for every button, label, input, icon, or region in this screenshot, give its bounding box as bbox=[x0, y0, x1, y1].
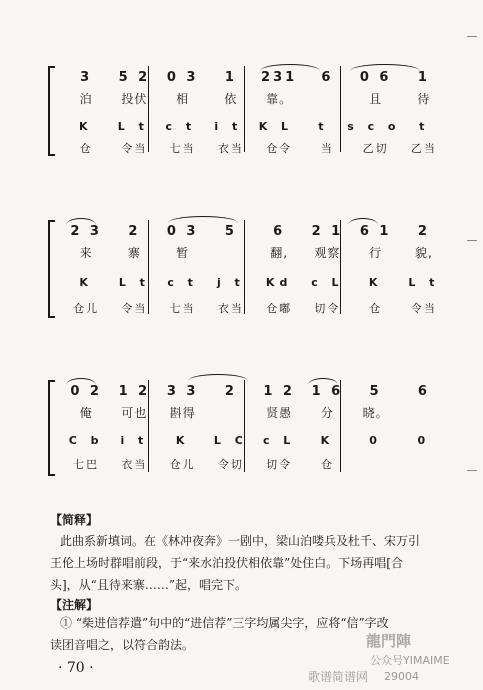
system-bracket bbox=[48, 66, 55, 156]
slur bbox=[188, 374, 248, 381]
system-bracket bbox=[48, 220, 55, 318]
section-heading-notes: 【注解】 bbox=[50, 598, 99, 612]
notation-system-1 bbox=[48, 58, 448, 158]
percussion-row: K L t c t j t Kd c L K L t bbox=[79, 276, 440, 289]
notes-line: ① “柴进信荐遣”句中的“进信荐”三字均属尖字，应将“信”字改 bbox=[60, 616, 389, 630]
percussion-text-row: 仓 令当 七当 衣当 仓令 当 乙切 乙当 bbox=[79, 142, 437, 155]
explanation-line: 王伦上场时群唱前段，于“来水泊投伏相依靠”处住白。下场再唱[合 bbox=[50, 556, 403, 570]
brand-watermark: 龍門陣 bbox=[366, 632, 412, 650]
explanation-text bbox=[50, 530, 460, 596]
percussion-row: C b i t K L C c L K 0 0 bbox=[68, 434, 431, 447]
percussion-row: K L t c t i t K L t s c o t bbox=[79, 120, 430, 133]
margin-mark bbox=[467, 240, 477, 241]
lyrics-row: 俺 可也 斟得 贤愚 分 晓。 bbox=[79, 406, 389, 420]
lyrics-row: 来 寨 暂 翻, 观察 行 貌, bbox=[79, 246, 433, 260]
explanation-line: 此曲系新填词。在《林冲夜奔》一剧中，梁山泊喽兵及杜千、宋万引 bbox=[60, 534, 421, 548]
margin-mark bbox=[467, 470, 477, 471]
percussion-text-row: 七巴 衣当 仓儿 令切 切令 仓 bbox=[73, 458, 334, 471]
percussion-text-row: 仓儿 令当 七当 衣当 仓嘟 切令 仓 令当 bbox=[73, 302, 437, 315]
notes-line: 读团音唱之，以符合韵法。 bbox=[50, 638, 195, 652]
notes-row: 0 2 1 2 3 3 2 1 2 1 6 5 6 bbox=[70, 384, 430, 399]
section-heading-explanation: 【简释】 bbox=[50, 513, 99, 527]
account-watermark: 公众号YIMAIME bbox=[370, 654, 450, 667]
notation-system-3 bbox=[48, 372, 448, 482]
system-bracket bbox=[48, 380, 55, 476]
code-watermark: 29004 bbox=[384, 670, 419, 683]
slur bbox=[168, 216, 238, 223]
notes-row: 3 5 2 0 3 1 231 6 0 6 1 bbox=[80, 70, 430, 85]
page-number: · 70 · bbox=[58, 660, 94, 676]
lyrics-row: 泊 投伏 相 依 靠。 且 待 bbox=[79, 92, 431, 106]
notation-system-2 bbox=[48, 212, 448, 322]
notes-row: 2 3 2 0 3 5 6 2 1 6 1 2 bbox=[70, 224, 430, 239]
explanation-line: 头]，从“且待来寨……”起，唱完下。 bbox=[50, 578, 247, 592]
site-watermark: 歌谱简谱网 bbox=[308, 670, 369, 684]
margin-mark bbox=[467, 36, 477, 37]
